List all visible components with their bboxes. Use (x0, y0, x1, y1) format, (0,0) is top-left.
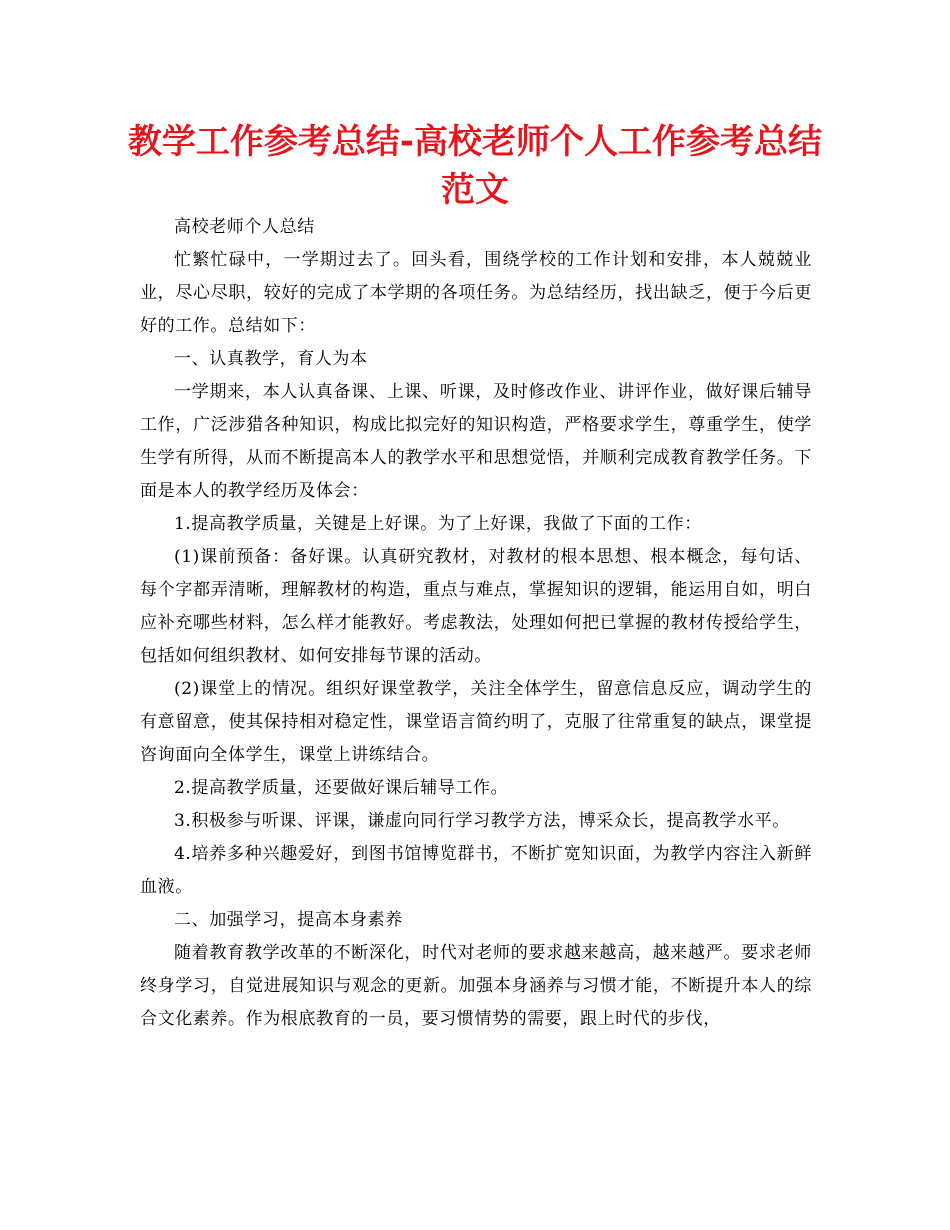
list-item-4: 4.培养多种兴趣爱好，到图书馆博览群书，不断扩宽知识面，为教学内容注入新鲜血液。 (140, 844, 812, 897)
list-item-2: 2.提高教学质量，还要做好课后辅导工作。 (174, 778, 509, 798)
list-item-3: 3.积极参与听课、评课，谦虚向同行学习教学方法，博采众长，提高教学水平。 (174, 811, 790, 831)
document-title: 教学工作参考总结-高校老师个人工作参考总结范文 (127, 122, 823, 210)
paragraph-teaching: 一学期来，本人认真备课、上课、听课，及时修改作业、讲评作业，做好课后辅导工作，广泛涉猎各种知识，构成比拟完好的知识构造，严格要求学生，尊重学生，使学生学有所得，从而不断提高本人的教学水平和思想觉悟，并顺利完成教育教学任务。下面是本人的教学经历及体会： (140, 382, 812, 501)
list-item-1: 1.提高教学质量，关键是上好课。为了上好课，我做了下面的工作： (174, 514, 702, 534)
section-heading-2: 二、加强学习，提高本身素养 (174, 910, 403, 930)
paragraph-subtitle: 高校老师个人总结 (174, 217, 315, 237)
list-item-1-2: (2)课堂上的情况。组织好课堂教学，关注全体学生，留意信息反应，调动学生的有意留意，使其保持相对稳定性，课堂语言简约明了，克服了往常重复的缺点，课堂提咨询面向全体学生，课堂上讲练结合。 (140, 679, 812, 765)
paragraph-intro: 忙繁忙碌中，一学期过去了。回头看，围绕学校的工作计划和安排，本人兢兢业业，尽心尽职，较好的完成了本学期的各项任务。为总结经历，找出缺乏，便于今后更好的工作。总结如下： (140, 250, 812, 336)
document-body (140, 211, 812, 1036)
section-heading-1: 一、认真教学，育人为本 (174, 349, 368, 369)
list-item-1-1: (1)课前预备：备好课。认真研究教材，对教材的根本思想、根本概念，每句话、每个字都弄清晰，理解教材的构造，重点与难点，掌握知识的逻辑，能运用自如，明白应补充哪些材料，怎么样才能教好。考虑教法，处理如何把已掌握的教材传授给学生，包括如何组织教材、如何安排每节课的活动。 (140, 547, 812, 666)
paragraph-learning: 随着教育教学改革的不断深化，时代对老师的要求越来越高，越来越严。要求老师终身学习，自觉进展知识与观念的更新。加强本身涵养与习惯才能，不断提升本人的综合文化素养。作为根底教育的一员，要习惯情势的需要，跟上时代的步伐， (140, 943, 812, 1029)
